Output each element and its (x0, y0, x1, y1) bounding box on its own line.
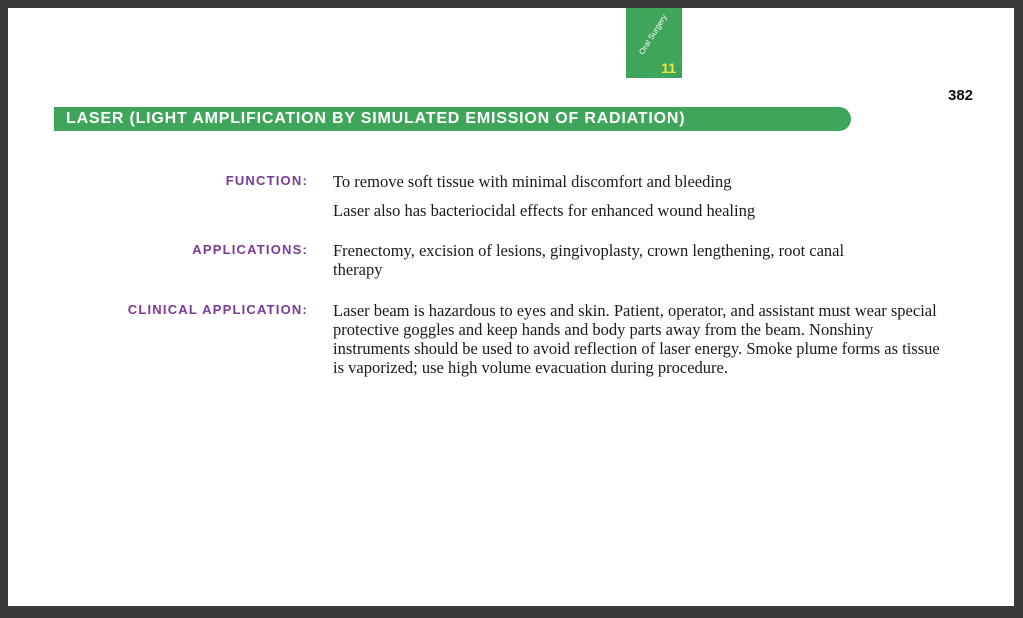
section-title: LASER (LIGHT AMPLIFICATION BY SIMULATED EMISSION OF RADIATION) (54, 107, 851, 131)
entry-content (333, 301, 943, 377)
entry-paragraph: Frenectomy, excision of lesions, gingivoplasty, crown lengthening, root canal therapy (333, 241, 845, 279)
entry-paragraph: Laser beam is hazardous to eyes and skin. Patient, operator, and assistant must wear special protective goggles and keep hands and body parts away from the beam. Nonshiny instruments should be used to avoid reflection of laser energy. Smoke plume forms as tissue is vaporized; use high volume evacuation during procedure. (333, 301, 940, 377)
chapter-tab-number: 11 (661, 60, 676, 76)
entry-paragraph: Laser also has bacteriocidal effects for enhanced wound healing (333, 201, 756, 220)
entry-label: FUNCTION: (225, 173, 308, 188)
document-page (8, 8, 1014, 606)
page-number: 382 (948, 87, 974, 104)
entry-content (333, 172, 943, 220)
entry-content (333, 241, 893, 279)
chapter-tab-label: Oral Surgery (637, 12, 669, 57)
chapter-tab (626, 8, 682, 78)
entry-label: CLINICAL APPLICATION: (127, 302, 308, 317)
entry-paragraph: To remove soft tissue with minimal discomfort and bleeding (333, 172, 732, 191)
entry-label: APPLICATIONS: (192, 242, 308, 257)
